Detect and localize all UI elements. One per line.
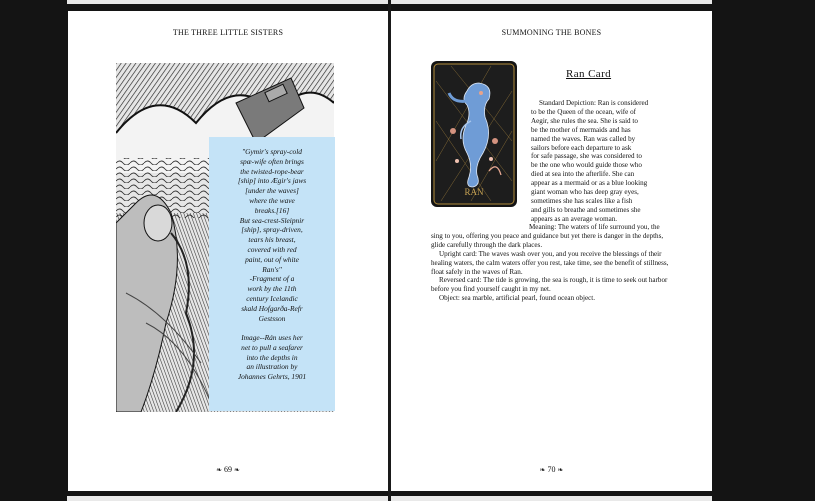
page-number: 70 — [547, 465, 556, 474]
caption-line: Gestsson — [258, 313, 286, 323]
object-paragraph: Object: sea marble, artificial pearl, found ocean object. — [439, 294, 595, 303]
body-line: Standard Depiction: Ran is considered — [539, 99, 649, 107]
caption-line: [ship] into Ægir's jaws — [237, 176, 307, 186]
seahorse-card-art — [431, 61, 517, 207]
reversed-paragraph: Reversed card: The tide is growing, the sea is rough, it is time to seek out harbor before you find yourself caught in my net. — [431, 276, 668, 294]
page-number-right — [391, 465, 712, 474]
body-line: Aegir, she rules the sea. She is said to — [531, 116, 638, 125]
body-line: sometimes she has scales like a fish — [531, 196, 633, 205]
caption-line: Image--Rán uses her — [241, 332, 303, 342]
caption-line: an illustration by — [246, 362, 298, 372]
caption-line: century Icelandic — [246, 293, 298, 303]
caption-line: breaks.[16] — [254, 205, 290, 215]
left-page — [68, 11, 388, 491]
fleuron-ornament: ❧ — [234, 466, 240, 474]
body-line: named the waves. Ran was called by — [531, 134, 636, 143]
body-line: and gills to breathe and sometimes she — [531, 205, 641, 214]
fleuron-ornament: ❧ — [539, 466, 546, 474]
illustration-caption — [212, 147, 332, 382]
meaning-paragraph: Meaning: The waters of life surround you, the sing to you, offering you peace and guidance but yet there is danger in the depths, glide carefully through the dark places. — [431, 223, 664, 249]
card-label: RAN — [464, 187, 484, 197]
caption-line: tears his breast, — [248, 235, 296, 245]
right-page — [391, 11, 712, 491]
caption-line: paint, out of white — [245, 254, 299, 264]
caption-line: work by the 11th — [247, 284, 297, 294]
body-line: to be the Queen of the ocean, wife of — [531, 107, 636, 116]
page-number: 69 — [224, 465, 232, 474]
body-line: died at sea into the afterlife. She can — [531, 170, 635, 179]
page-number-left — [68, 465, 388, 474]
ran-card-image — [431, 61, 517, 207]
upright-paragraph: Upright card: The waves wash over you, and you receive the blessings of their healing waters, the calm waters offer you rest, take time, see the benefit of stillness, float safely in the waves of Ran. — [431, 249, 669, 276]
caption-line: "Gymir's spray-cold — [242, 147, 302, 156]
fleuron-ornament: ❧ — [216, 466, 222, 474]
caption-line: covered with red — [247, 244, 297, 254]
caption-line: spæ-wife often brings — [240, 156, 304, 166]
running-head-right: SUMMONING THE BONES — [501, 28, 602, 37]
caption-gap — [212, 323, 332, 333]
card-meanings-text — [431, 223, 671, 303]
fleuron-ornament: ❧ — [557, 466, 564, 474]
body-line: be the mother of mermaids and has — [531, 125, 631, 134]
card-title: Ran Card — [566, 68, 612, 80]
caption-line: net to pull a seafarer — [241, 342, 303, 352]
body-line: sailors before each departure to ask — [531, 143, 632, 152]
caption-line: the twisted-rope-bear — [240, 166, 304, 176]
body-line: for safe passage, she was considered to — [531, 152, 642, 161]
body-line: be the one who would guide those who — [531, 161, 642, 170]
caption-line: -Fragment of a — [249, 274, 295, 284]
body-line: appear as a mermaid or as a blue looking — [531, 179, 648, 188]
body-line: giant woman who has deep gray eyes, — [531, 188, 639, 197]
caption-line: [ship], spray-driven, — [241, 225, 303, 235]
caption-line: where the wave — [249, 195, 295, 205]
running-head-left: THE THREE LITTLE SISTERS — [172, 28, 284, 37]
body-line: appears as an average woman. — [531, 214, 618, 223]
caption-line: skald Hofgarða-Refr — [241, 303, 303, 313]
standard-depiction-text — [531, 99, 671, 224]
caption-line: Ran's" — [262, 264, 282, 274]
caption-line: into the depths in — [246, 352, 298, 362]
caption-line: [under the waves] — [245, 186, 299, 196]
caption-line: Johannes Gehrts, 1901 — [237, 372, 307, 382]
caption-line: But sea-crest-Sleipnir — [239, 215, 305, 225]
